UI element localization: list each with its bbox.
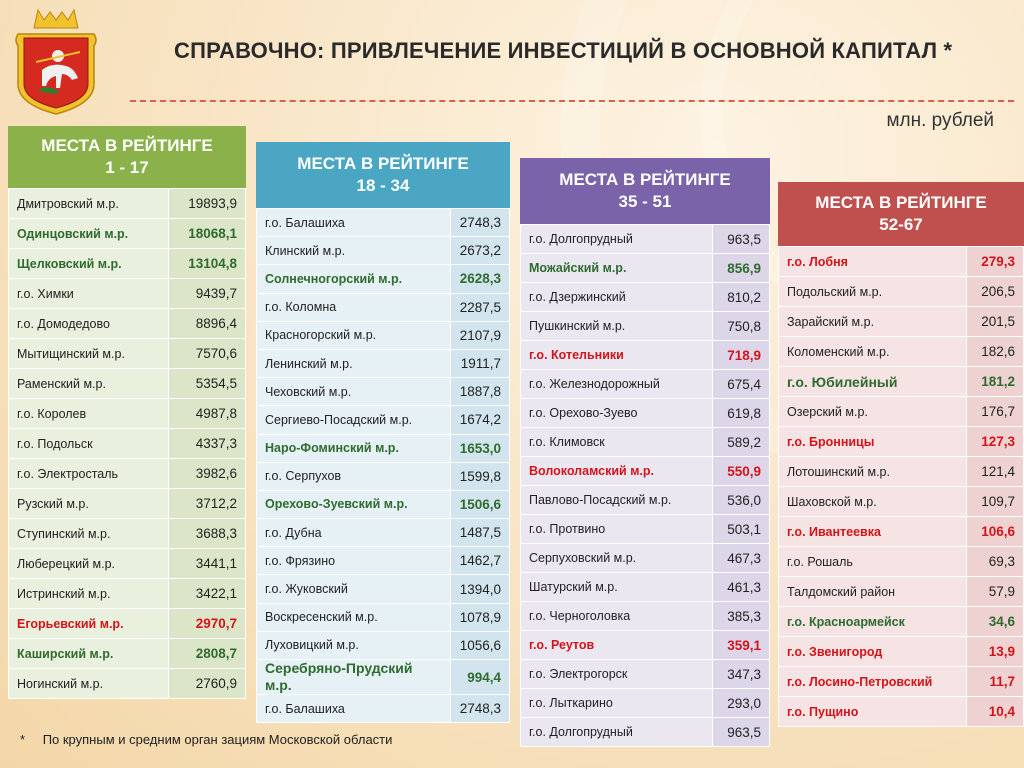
municipality-name: Сергиево-Посадский м.р. <box>257 406 451 434</box>
investment-value: 619,8 <box>713 399 770 428</box>
table-row <box>9 459 246 489</box>
group-title-line1: МЕСТА В РЕЙТИНГЕ <box>297 154 469 173</box>
investment-value: 121,4 <box>967 457 1024 487</box>
table-row <box>779 397 1024 427</box>
group-title-line2: 1 - 17 <box>105 158 149 177</box>
municipality-name: г.о. Рошаль <box>779 547 967 577</box>
table-row <box>779 247 1024 277</box>
municipality-name: Люберецкий м.р. <box>9 549 169 579</box>
table-row <box>779 667 1024 697</box>
investment-value: 1462,7 <box>451 547 510 575</box>
table-row <box>9 399 246 429</box>
municipality-name: Подольский м.р. <box>779 277 967 307</box>
investment-value: 3712,2 <box>169 489 246 519</box>
investment-value: 34,6 <box>967 607 1024 637</box>
investment-value: 503,1 <box>713 515 770 544</box>
investment-value: 1653,0 <box>451 434 510 462</box>
table-row <box>521 428 770 457</box>
municipality-name: Луховицкий м.р. <box>257 631 451 659</box>
table-row <box>779 637 1024 667</box>
municipality-name: г.о. Дзержинский <box>521 283 713 312</box>
municipality-name: г.о. Коломна <box>257 293 451 321</box>
table-row <box>779 307 1024 337</box>
municipality-name: г.о. Серпухов <box>257 462 451 490</box>
table-row <box>779 547 1024 577</box>
municipality-name: Можайский м.р. <box>521 254 713 283</box>
municipality-name: Красногорский м.р. <box>257 321 451 349</box>
municipality-name: г.о. Дубна <box>257 519 451 547</box>
investment-value: 69,3 <box>967 547 1024 577</box>
footnote-text: По крупным и средним орган зациям Московской области <box>42 732 393 747</box>
municipality-name: г.о. Звенигород <box>779 637 967 667</box>
municipality-name: г.о. Ивантеевка <box>779 517 967 547</box>
investment-value: 206,5 <box>967 277 1024 307</box>
investment-value: 19893,9 <box>169 189 246 219</box>
rating-group-header <box>778 182 1024 246</box>
municipality-name: Истринский м.р. <box>9 579 169 609</box>
municipality-name: г.о. Фрязино <box>257 547 451 575</box>
table-row <box>9 669 246 699</box>
municipality-name: Шаховской м.р. <box>779 487 967 517</box>
investment-value: 536,0 <box>713 486 770 515</box>
investment-value: 589,2 <box>713 428 770 457</box>
municipality-name: Волоколамский м.р. <box>521 457 713 486</box>
investment-value: 201,5 <box>967 307 1024 337</box>
table-row <box>521 370 770 399</box>
table-row <box>9 609 246 639</box>
investment-value: 57,9 <box>967 577 1024 607</box>
investment-value: 3441,1 <box>169 549 246 579</box>
municipality-name: Клинский м.р. <box>257 237 451 265</box>
municipality-name: Мытищинский м.р. <box>9 339 169 369</box>
investment-value: 3688,3 <box>169 519 246 549</box>
table-row <box>257 293 510 321</box>
rating-table <box>256 208 510 723</box>
municipality-name: г.о. Королев <box>9 399 169 429</box>
table-row <box>521 515 770 544</box>
rating-group-header <box>8 126 246 188</box>
table-row <box>9 279 246 309</box>
municipality-name: г.о. Электросталь <box>9 459 169 489</box>
investment-value: 3982,6 <box>169 459 246 489</box>
investment-value: 1056,6 <box>451 631 510 659</box>
municipality-name: Каширский м.р. <box>9 639 169 669</box>
table-row <box>521 573 770 602</box>
table-row <box>521 341 770 370</box>
investment-value: 2107,9 <box>451 321 510 349</box>
group-title-line1: МЕСТА В РЕЙТИНГЕ <box>815 193 987 212</box>
investment-value: 109,7 <box>967 487 1024 517</box>
table-row <box>257 434 510 462</box>
table-row <box>9 639 246 669</box>
table-row <box>779 577 1024 607</box>
municipality-name: Егорьевский м.р. <box>9 609 169 639</box>
investment-value: 2628,3 <box>451 265 510 293</box>
table-row <box>779 607 1024 637</box>
table-row <box>9 519 246 549</box>
investment-value: 810,2 <box>713 283 770 312</box>
investment-value: 461,3 <box>713 573 770 602</box>
table-row <box>257 462 510 490</box>
investment-value: 963,5 <box>713 225 770 254</box>
table-row <box>9 369 246 399</box>
municipality-name: г.о. Железнодорожный <box>521 370 713 399</box>
table-row <box>521 225 770 254</box>
municipality-name: Павлово-Посадский м.р. <box>521 486 713 515</box>
investment-value: 279,3 <box>967 247 1024 277</box>
table-row <box>521 718 770 747</box>
table-row <box>257 378 510 406</box>
investment-value: 2748,3 <box>451 209 510 237</box>
municipality-name: Одинцовский м.р. <box>9 219 169 249</box>
investment-value: 7570,6 <box>169 339 246 369</box>
municipality-name: г.о. Красноармейск <box>779 607 967 637</box>
table-row <box>521 312 770 341</box>
municipality-name: г.о. Реутов <box>521 631 713 660</box>
municipality-name: Раменский м.р. <box>9 369 169 399</box>
investment-value: 182,6 <box>967 337 1024 367</box>
investment-value: 385,3 <box>713 602 770 631</box>
investment-value: 1599,8 <box>451 462 510 490</box>
municipality-name: Ступинский м.р. <box>9 519 169 549</box>
table-row <box>779 427 1024 457</box>
investment-value: 1394,0 <box>451 575 510 603</box>
municipality-name: г.о. Лыткарино <box>521 689 713 718</box>
municipality-name: г.о. Химки <box>9 279 169 309</box>
municipality-name: Рузский м.р. <box>9 489 169 519</box>
investment-value: 5354,5 <box>169 369 246 399</box>
municipality-name: Орехово-Зуевский м.р. <box>257 490 451 518</box>
group-title-line1: МЕСТА В РЕЙТИНГЕ <box>559 170 731 189</box>
municipality-name: г.о. Юбилейный <box>779 367 967 397</box>
table-row <box>257 631 510 659</box>
investment-value: 127,3 <box>967 427 1024 457</box>
investment-value: 1887,8 <box>451 378 510 406</box>
rating-group-header <box>256 142 510 208</box>
group-title-line1: МЕСТА В РЕЙТИНГЕ <box>41 136 213 155</box>
investment-value: 2970,7 <box>169 609 246 639</box>
municipality-name: г.о. Электрогорск <box>521 660 713 689</box>
table-row <box>521 660 770 689</box>
table-row <box>779 487 1024 517</box>
municipality-name: г.о. Протвино <box>521 515 713 544</box>
table-row <box>521 283 770 312</box>
investment-value: 4987,8 <box>169 399 246 429</box>
investment-value: 1078,9 <box>451 603 510 631</box>
municipality-name: Ленинский м.р. <box>257 349 451 377</box>
table-row <box>257 695 510 723</box>
investment-value: 18068,1 <box>169 219 246 249</box>
table-row <box>9 219 246 249</box>
table-row <box>521 689 770 718</box>
table-row <box>779 367 1024 397</box>
table-row <box>521 457 770 486</box>
municipality-name: Наро-Фоминский м.р. <box>257 434 451 462</box>
table-row <box>9 339 246 369</box>
municipality-name: Серебряно-Прудский м.р. <box>257 660 451 695</box>
investment-value: 467,3 <box>713 544 770 573</box>
investment-value: 11,7 <box>967 667 1024 697</box>
municipality-name: Дмитровский м.р. <box>9 189 169 219</box>
table-row <box>521 399 770 428</box>
table-row <box>257 349 510 377</box>
investment-value: 2287,5 <box>451 293 510 321</box>
rating-group-4 <box>778 182 1024 727</box>
table-row <box>779 277 1024 307</box>
table-row <box>9 249 246 279</box>
municipality-name: г.о. Лосино-Петровский <box>779 667 967 697</box>
investment-value: 181,2 <box>967 367 1024 397</box>
investment-value: 675,4 <box>713 370 770 399</box>
table-row <box>9 489 246 519</box>
footnote <box>20 732 392 747</box>
municipality-name: Щелковский м.р. <box>9 249 169 279</box>
page-title: СПРАВОЧНО: ПРИВЛЕЧЕНИЕ ИНВЕСТИЦИЙ В ОСНОВНОЙ КАПИТАЛ * <box>174 38 953 63</box>
table-row <box>779 457 1024 487</box>
investment-value: 1911,7 <box>451 349 510 377</box>
investment-value: 9439,7 <box>169 279 246 309</box>
municipality-name: г.о. Подольск <box>9 429 169 459</box>
investment-value: 963,5 <box>713 718 770 747</box>
investment-value: 106,6 <box>967 517 1024 547</box>
table-row <box>521 486 770 515</box>
title-divider <box>130 100 1014 102</box>
table-row <box>257 406 510 434</box>
moscow-region-emblem-icon <box>8 4 104 116</box>
municipality-name: Чеховский м.р. <box>257 378 451 406</box>
municipality-name: г.о. Балашиха <box>257 695 451 723</box>
group-title-line2: 35 - 51 <box>618 192 672 211</box>
municipality-name: Серпуховский м.р. <box>521 544 713 573</box>
municipality-name: Солнечногорский м.р. <box>257 265 451 293</box>
municipality-name: г.о. Домодедово <box>9 309 169 339</box>
municipality-name: г.о. Лобня <box>779 247 967 277</box>
table-row <box>257 547 510 575</box>
investment-value: 13104,8 <box>169 249 246 279</box>
rating-group-1 <box>8 126 246 699</box>
table-row <box>521 254 770 283</box>
municipality-name: Коломенский м.р. <box>779 337 967 367</box>
rating-table <box>8 188 246 699</box>
municipality-name: г.о. Балашиха <box>257 209 451 237</box>
investment-value: 176,7 <box>967 397 1024 427</box>
municipality-name: Озерский м.р. <box>779 397 967 427</box>
table-row <box>9 429 246 459</box>
municipality-name: г.о. Орехово-Зуево <box>521 399 713 428</box>
investment-value: 347,3 <box>713 660 770 689</box>
investment-value: 293,0 <box>713 689 770 718</box>
table-row <box>257 490 510 518</box>
table-row <box>779 337 1024 367</box>
rating-group-2 <box>256 142 510 723</box>
municipality-name: Лотошинский м.р. <box>779 457 967 487</box>
investment-value: 750,8 <box>713 312 770 341</box>
investment-value: 1674,2 <box>451 406 510 434</box>
municipality-name: г.о. Климовск <box>521 428 713 457</box>
table-row <box>257 660 510 695</box>
municipality-name: г.о. Долгопрудный <box>521 225 713 254</box>
group-title-line2: 18 - 34 <box>356 176 410 195</box>
municipality-name: Пушкинский м.р. <box>521 312 713 341</box>
investment-value: 1506,6 <box>451 490 510 518</box>
investment-value: 1487,5 <box>451 519 510 547</box>
municipality-name: г.о. Котельники <box>521 341 713 370</box>
rating-group-header <box>520 158 770 224</box>
table-row <box>521 602 770 631</box>
investment-value: 13,9 <box>967 637 1024 667</box>
rating-table <box>520 224 770 747</box>
investment-value: 994,4 <box>451 660 510 695</box>
table-row <box>779 697 1024 727</box>
municipality-name: г.о. Долгопрудный <box>521 718 713 747</box>
investment-value: 4337,3 <box>169 429 246 459</box>
investment-value: 10,4 <box>967 697 1024 727</box>
investment-value: 856,9 <box>713 254 770 283</box>
investment-value: 718,9 <box>713 341 770 370</box>
investment-value: 2673,2 <box>451 237 510 265</box>
municipality-name: г.о. Бронницы <box>779 427 967 457</box>
municipality-name: Воскресенский м.р. <box>257 603 451 631</box>
municipality-name: г.о. Жуковский <box>257 575 451 603</box>
investment-value: 359,1 <box>713 631 770 660</box>
investment-value: 2748,3 <box>451 695 510 723</box>
municipality-name: Талдомский район <box>779 577 967 607</box>
table-row <box>9 549 246 579</box>
table-row <box>257 237 510 265</box>
table-row <box>257 575 510 603</box>
municipality-name: Зарайский м.р. <box>779 307 967 337</box>
table-row <box>9 189 246 219</box>
rating-group-3 <box>520 158 770 747</box>
footnote-star: * <box>20 732 26 747</box>
table-row <box>257 321 510 349</box>
municipality-name: Шатурский м.р. <box>521 573 713 602</box>
rating-table <box>778 246 1024 727</box>
municipality-name: г.о. Черноголовка <box>521 602 713 631</box>
municipality-name: г.о. Пущино <box>779 697 967 727</box>
table-row <box>257 519 510 547</box>
municipality-name: Ногинский м.р. <box>9 669 169 699</box>
table-row <box>9 309 246 339</box>
investment-value: 2760,9 <box>169 669 246 699</box>
investment-value: 3422,1 <box>169 579 246 609</box>
table-row <box>257 603 510 631</box>
table-row <box>779 517 1024 547</box>
table-row <box>9 579 246 609</box>
table-row <box>257 209 510 237</box>
units-label: млн. рублей <box>886 110 994 131</box>
table-row <box>521 544 770 573</box>
table-row <box>257 265 510 293</box>
group-title-line2: 52-67 <box>879 215 923 234</box>
investment-value: 550,9 <box>713 457 770 486</box>
investment-value: 8896,4 <box>169 309 246 339</box>
investment-value: 2808,7 <box>169 639 246 669</box>
table-row <box>521 631 770 660</box>
